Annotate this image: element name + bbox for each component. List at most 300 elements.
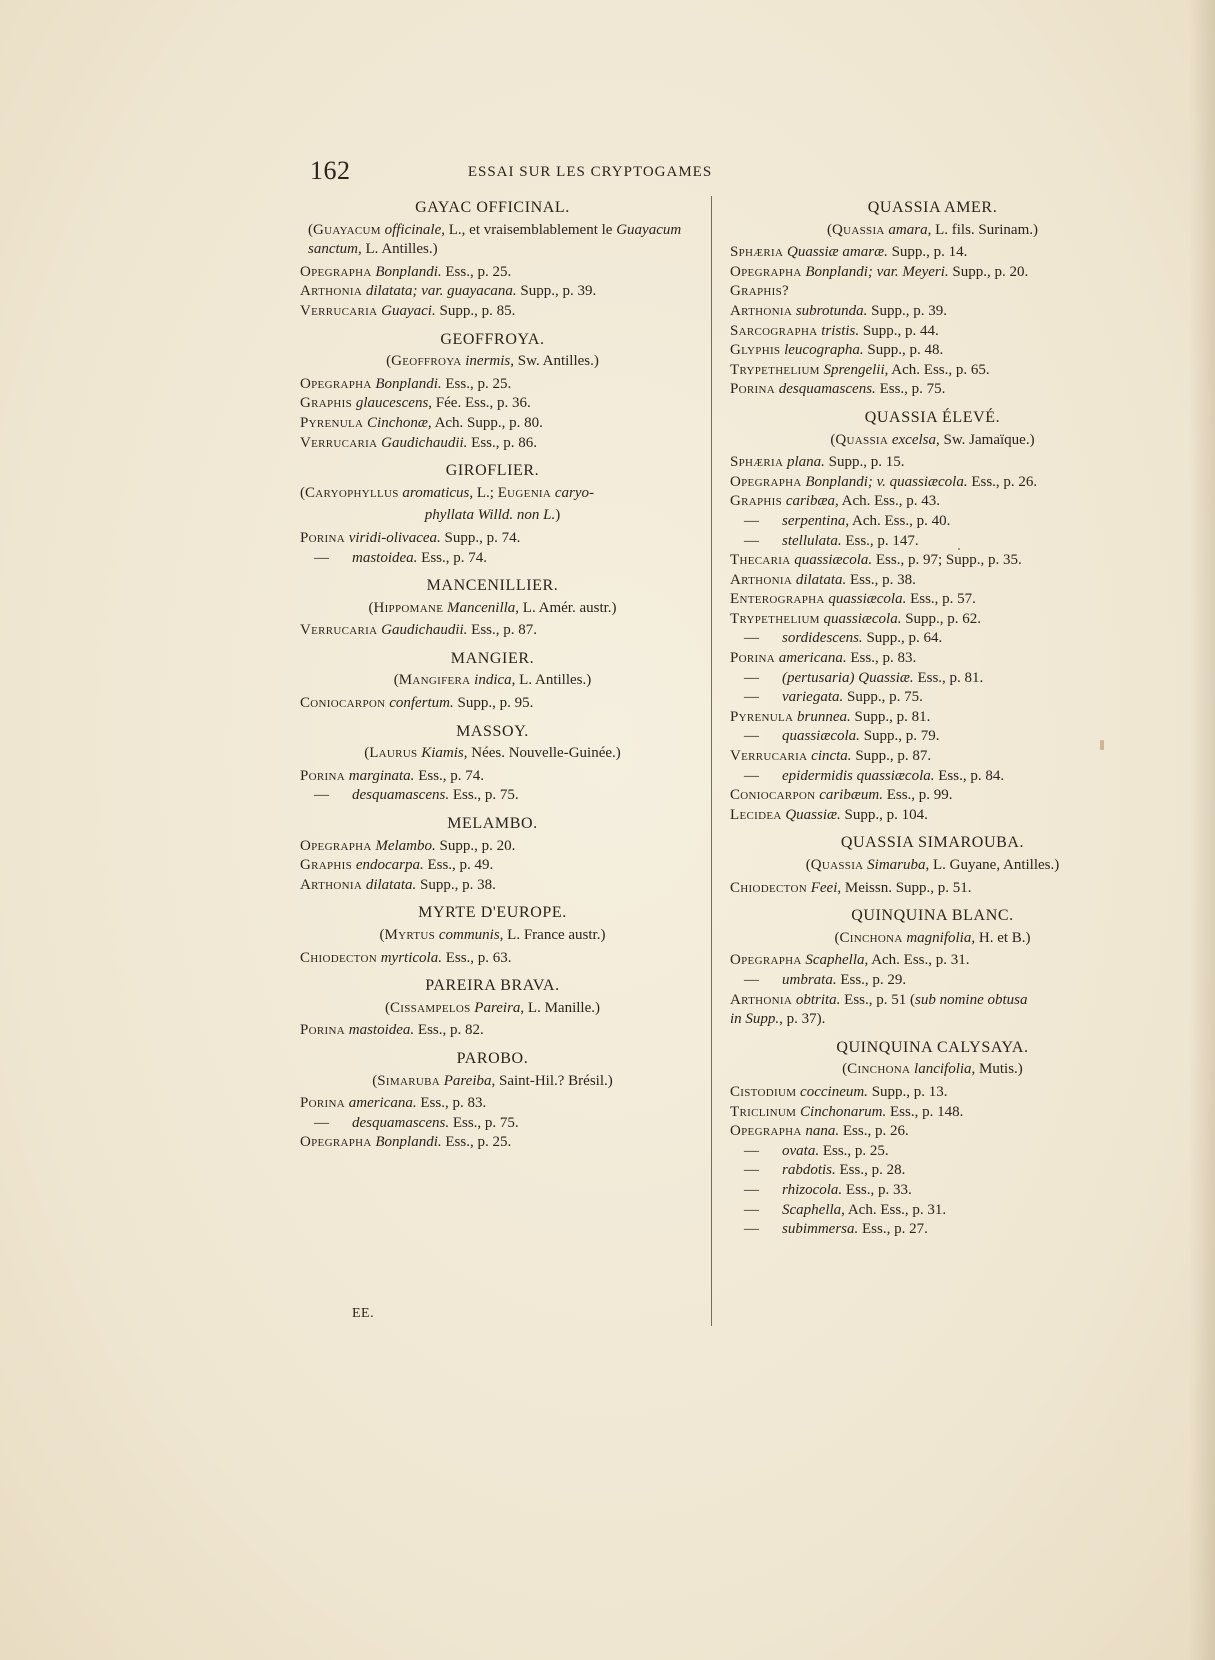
lichen-species: Feei [810, 879, 838, 896]
host-authority: , Sw. Jamaïque.) [935, 431, 1035, 448]
lichen-entry [300, 263, 685, 283]
lichen-entry [730, 669, 1135, 689]
reference: Ess., p. 25. [819, 1142, 889, 1159]
repeat-dash: — [744, 1181, 759, 1198]
reference-note: in Supp. [730, 1011, 780, 1028]
reference: Ess., p. 29. [836, 971, 907, 988]
lichen-genus: Enterographa [730, 591, 825, 608]
lichen-species: caribæa [785, 493, 835, 510]
lichen-genus: Chiodecton [300, 949, 377, 966]
host-genus: Laurus [369, 745, 418, 762]
lichen-species: tristis. [821, 322, 860, 339]
lichen-genus: Sarcographa [730, 322, 818, 339]
section-title: QUINQUINA BLANC. [851, 907, 1014, 925]
lichen-entry [730, 649, 1135, 669]
lichen-species: endocarpa. [355, 857, 424, 874]
section-title: MYRTE D'EUROPE. [418, 904, 567, 922]
lichen-genus: Opegrapha [730, 952, 802, 969]
lichen-genus: Opegrapha [300, 263, 372, 280]
host-plant-line: (Mangifera indica, L. Antilles.) [393, 672, 592, 689]
page-number: 162 [310, 156, 351, 185]
lichen-entry [730, 1142, 1135, 1162]
reference: Ess., p. 83. [846, 650, 917, 667]
lichen-genus: Glyphis [730, 342, 781, 359]
lichen-entry [730, 453, 1135, 473]
lichen-entry [730, 532, 1135, 552]
lichen-species: Bonplandi. [375, 263, 442, 280]
reference: Supp., p. 64. [862, 630, 943, 647]
lichen-species: nana. [805, 1123, 840, 1140]
lichen-species: quassiæcola. [794, 552, 873, 569]
host-genus: Cissampelos [390, 999, 471, 1016]
lichen-species: caribæum. [819, 787, 883, 804]
lichen-species: Quassiæ. [785, 806, 841, 823]
lichen-species: subrotunda. [795, 302, 868, 319]
column-divider [711, 196, 712, 1326]
lichen-entry [300, 529, 685, 549]
lichen-entry [730, 951, 1135, 971]
lichen-entry [300, 282, 685, 302]
repeat-dash: — [744, 512, 759, 529]
lichen-entry-continuation [730, 1010, 1135, 1030]
lichen-species: ovata. [782, 1142, 820, 1159]
section-title: PAREIRA BRAVA. [425, 977, 560, 995]
host-species: magnifolia [906, 929, 972, 946]
lichen-entry [300, 949, 685, 969]
section-title: QUASSIA ÉLEVÉ. [864, 408, 1001, 426]
lichen-entry [300, 549, 685, 569]
repeat-dash: — [744, 689, 759, 706]
lichen-species: mastoidea. [352, 549, 418, 566]
reference: Ess., p. 84. [934, 767, 1005, 784]
reference: Ess., p. 147. [841, 532, 919, 549]
host-authority: , L. Antilles.) [358, 241, 438, 258]
host-authority: , Nées. Nouvelle-Guinée.) [463, 745, 621, 762]
lichen-species: Quassiæ amaræ. [786, 244, 888, 261]
host-authority: , L. Amér. austr.) [515, 599, 617, 616]
lichen-entry [730, 1122, 1135, 1142]
reference: Ess., p. 51 ( [840, 991, 916, 1008]
lichen-genus: Arthonia [300, 283, 363, 300]
lichen-entry [730, 302, 1135, 322]
lichen-genus: Verrucaria [300, 434, 378, 451]
lichen-entry [300, 837, 685, 857]
lichen-species: Bonplandi. [375, 375, 442, 392]
host-species: communis [438, 927, 500, 943]
section-title: MASSOY. [456, 722, 529, 740]
lichen-species: Gaudichaudii. [381, 434, 468, 451]
lichen-entry [300, 621, 685, 641]
lichen-genus: Arthonia [300, 876, 363, 893]
reference: , Meissn. Supp., p. 51. [837, 879, 972, 896]
lichen-species: myrticola. [380, 949, 442, 966]
lichen-species: americana. [348, 1095, 417, 1112]
repeat-dash: — [744, 630, 759, 647]
reference: Ess., p. 25. [441, 263, 512, 280]
lichen-entry [730, 610, 1135, 630]
lichen-genus: Pyrenula [300, 414, 364, 431]
section-title: GAYAC OFFICINAL. [415, 199, 570, 216]
host-plant-line: (Quassia amara, L. fils. Surinam.) [827, 221, 1038, 238]
reference: Ess., p. 38. [846, 571, 916, 588]
reference: Ess., p. 75. [875, 381, 946, 398]
lichen-species: Cinchonæ [367, 414, 428, 431]
lichen-entry [730, 786, 1135, 806]
lichen-genus: Coniocarpon [300, 695, 386, 712]
host-authority: ) [555, 507, 561, 524]
lichen-entry [730, 767, 1135, 787]
reference: Supp., p. 44. [859, 322, 939, 339]
lichen-entry [730, 282, 1135, 302]
host-species: inermis [465, 353, 511, 370]
section-title: QUINQUINA CALYSAYA. [836, 1038, 1029, 1056]
host-genus: Quassia [835, 431, 889, 448]
host-plant-line: (Simaruba Pareiba, Saint-Hil.? Brésil.) [372, 1072, 613, 1089]
host-genus: Hippomane [373, 599, 444, 616]
lichen-species: quassiæcola. [828, 591, 907, 608]
lichen-genus: Lecidea [730, 806, 782, 823]
lichen-entry [730, 629, 1135, 649]
host-plant-line: (Cinchona magnifolia, H. et B.) [834, 929, 1031, 946]
lichen-species: Gaudichaudii. [381, 622, 468, 639]
reference: Supp., p. 20. [435, 837, 516, 854]
lichen-entry [730, 380, 1135, 400]
reference: Supp., p. 48. [863, 342, 944, 359]
lichen-species: Bonplandi. [375, 1134, 442, 1151]
reference: , Ach. Supp., p. 80. [427, 414, 543, 431]
lichen-entry [730, 1161, 1135, 1181]
reference: Ess., p. 83. [416, 1095, 487, 1112]
host-plant-line: (Hippomane Mancenilla, L. Amér. austr.) [368, 599, 617, 616]
lichen-species: Sprengelii [823, 361, 885, 378]
repeat-dash: — [314, 787, 329, 804]
lichen-genus: Thecaria [730, 552, 791, 569]
lichen-genus: Opegrapha [300, 837, 372, 854]
lichen-genus: Arthonia [730, 571, 793, 588]
reference: Supp., p. 95. [453, 695, 534, 712]
lichen-entry [730, 1220, 1135, 1240]
repeat-dash: — [314, 1114, 329, 1131]
lichen-genus: Porina [300, 1095, 345, 1112]
host-genus: Eugenia [497, 484, 552, 501]
lichen-entry [300, 1021, 685, 1041]
lichen-species: umbrata. [782, 971, 837, 988]
reference: Ess., p. 25. [441, 1134, 512, 1151]
lichen-species: cincta. [811, 748, 852, 765]
reference: Supp., p. 14. [887, 244, 968, 261]
lichen-entry [730, 263, 1135, 283]
reference: Ess., p. 74. [414, 767, 485, 784]
reference: Supp., p. 38. [416, 876, 496, 893]
lichen-species: subimmersa. [782, 1221, 859, 1238]
reference: Ess., p. 26. [967, 473, 1038, 490]
reference: Supp., p. 79. [859, 728, 940, 745]
left-column [300, 198, 685, 1153]
lichen-species: americana. [778, 650, 847, 667]
right-column [730, 198, 1135, 1240]
repeat-dash: — [744, 532, 759, 549]
lichen-entry [300, 786, 685, 806]
section-title: GEOFFROYA. [440, 330, 545, 348]
host-authority: , L.; [469, 484, 498, 501]
lichen-genus: Opegrapha [730, 1123, 802, 1140]
host-authority: , L. Antilles.) [511, 672, 592, 689]
lichen-entry [300, 876, 685, 896]
lichen-genus: Trypethelium [730, 361, 820, 378]
reference: Supp., p. 39. [867, 302, 947, 319]
reference: Ess., p. 33. [842, 1181, 912, 1198]
reference: Ess., p. 87. [467, 622, 537, 639]
lichen-entry [300, 1133, 685, 1153]
reference: , Ach. Ess., p. 43. [834, 493, 940, 510]
host-authority: , L., et vraisemblablement le [441, 221, 617, 238]
lichen-genus: Verrucaria [300, 302, 378, 319]
ink-speck [958, 548, 960, 550]
lichen-entry [730, 1181, 1135, 1201]
host-authority: , L. fils. Surinam.) [927, 221, 1038, 238]
host-species: amara [888, 221, 928, 238]
lichen-genus: Porina [730, 650, 775, 667]
reference: Ess., p. 99. [882, 787, 953, 804]
lichen-genus: Sphæria [730, 244, 784, 261]
lichen-genus: Graphis? [730, 283, 790, 300]
reference: Ess., p. 26. [839, 1123, 909, 1140]
lichen-entry [730, 322, 1135, 342]
lichen-genus: Trypethelium [730, 610, 820, 627]
lichen-entry [730, 492, 1135, 512]
lichen-entry [730, 571, 1135, 591]
lichen-entry [730, 243, 1135, 263]
reference: Ess., p. 57. [906, 591, 976, 608]
host-genus: Myrtus [384, 927, 436, 943]
lichen-genus: Pyrenula [730, 708, 794, 725]
lichen-species: rhizocola. [782, 1181, 843, 1198]
lichen-species: dilatata. [795, 571, 847, 588]
lichen-genus: Graphis [300, 395, 353, 412]
reference: , p. 37). [779, 1011, 826, 1028]
lichen-species: desquamascens. [352, 1114, 450, 1131]
lichen-entry [730, 1103, 1135, 1123]
lichen-entry [730, 727, 1135, 747]
host-species: caryo- [554, 484, 595, 501]
lichen-species: epidermidis quassiæcola. [782, 767, 935, 784]
reference: Ess., p. 49. [423, 857, 494, 874]
host-genus: Caryophyllus [305, 484, 399, 501]
reference: Supp., p. 74. [440, 529, 521, 546]
lichen-entry [730, 361, 1135, 381]
lichen-entry [730, 1201, 1135, 1221]
reference: Supp., p. 75. [843, 689, 923, 706]
lichen-entry [730, 708, 1135, 728]
host-authority: , H. et B.) [971, 929, 1031, 946]
lichen-genus: Graphis [300, 857, 353, 874]
reference: Supp., p. 15. [824, 454, 905, 471]
host-genus: Quassia [810, 857, 864, 873]
host-species: officinale [384, 221, 442, 238]
reference: Supp., p. 104. [840, 806, 928, 823]
lichen-entry [730, 991, 1135, 1011]
lichen-species: (pertusaria) Quassiæ. [782, 669, 914, 686]
lichen-genus: Verrucaria [300, 622, 378, 639]
lichen-entry [730, 806, 1135, 826]
host-authority: , Sw. Antilles.) [510, 353, 599, 370]
lichen-species: quassiæcola. [782, 728, 860, 745]
repeat-dash: — [744, 767, 759, 784]
host-plant-line: (Caryophyllus aromaticus, L.; Eugenia caryo- [300, 484, 595, 501]
lichen-species: Cinchonarum. [800, 1103, 887, 1120]
repeat-dash: — [744, 669, 759, 686]
reference: Supp., p. 85. [435, 302, 516, 319]
reference: , Ach. Ess., p. 31. [864, 952, 970, 969]
host-species: Mancenilla [446, 599, 516, 616]
lichen-genus: Opegrapha [730, 263, 802, 280]
reference-note: sub nomine obtusa [915, 991, 1028, 1008]
reference: Supp., p. 62. [901, 610, 982, 627]
lichen-species: Bonplandi; var. Meyeri. [805, 263, 949, 280]
host-species: phyllata Willd. non L. [424, 507, 556, 524]
host-species: lancifolia [914, 1061, 972, 1078]
lichen-species: confertum. [389, 695, 454, 712]
lichen-species: Scaphella [782, 1201, 842, 1218]
lichen-species: dilatata; var. guayacana. [365, 283, 517, 300]
lichen-entry [730, 512, 1135, 532]
host-plant-line: (Geoffroya inermis, Sw. Antilles.) [386, 353, 599, 370]
host-species: excelsa [891, 431, 936, 448]
lichen-entry [730, 590, 1135, 610]
lichen-entry [300, 1114, 685, 1134]
lichen-species: sordidescens. [782, 630, 863, 647]
lichen-entry [300, 856, 685, 876]
lichen-species: Guayaci. [381, 302, 436, 319]
section-title: MELAMBO. [447, 815, 538, 833]
lichen-species: Melambo. [375, 837, 436, 854]
host-genus: Simaruba [377, 1072, 440, 1089]
page-header [310, 156, 870, 188]
lichen-entry [300, 302, 685, 322]
lichen-species: coccineum. [800, 1083, 868, 1100]
lichen-species: serpentina [782, 512, 846, 529]
lichen-genus: Porina [300, 529, 345, 546]
lichen-genus: Porina [300, 767, 345, 784]
lichen-species: Scaphella [805, 952, 865, 969]
host-species: Simaruba [867, 857, 926, 873]
lichen-species: brunnea. [797, 708, 851, 725]
reference: Supp., p. 39. [516, 283, 597, 300]
lichen-species: quassiæcola. [823, 610, 902, 627]
lichen-entry [730, 341, 1135, 361]
host-authority: , L. Manille.) [520, 999, 600, 1016]
reference: , Ach. Ess., p. 31. [841, 1201, 947, 1218]
page-edge-shadow [1189, 0, 1215, 1660]
lichen-genus: Triclinum [730, 1103, 797, 1120]
lichen-genus: Opegrapha [730, 473, 802, 490]
host-genus: Geoffroya [391, 353, 462, 370]
reference: Ess., p. 148. [886, 1103, 964, 1120]
lichen-species: plana. [786, 454, 825, 471]
reference: , Fée. Ess., p. 36. [428, 395, 531, 412]
reference: Ess., p. 27. [858, 1221, 928, 1238]
lichen-genus: Arthonia [730, 302, 793, 319]
lichen-entry [300, 1094, 685, 1114]
reference: , Ach. Ess., p. 65. [884, 361, 990, 378]
lichen-species: leucographa. [784, 342, 864, 359]
lichen-genus: Cistodium [730, 1083, 797, 1100]
reference: , Ach. Ess., p. 40. [845, 512, 951, 529]
repeat-dash: — [314, 549, 329, 566]
reference: Supp., p. 13. [867, 1083, 948, 1100]
lichen-species: desquamascens. [352, 787, 450, 804]
lichen-genus: Porina [730, 381, 775, 398]
section-title: PAROBO. [456, 1049, 529, 1067]
host-species: indica [474, 672, 512, 689]
host-plant-line: (Guayacum officinale, L., et vraisemblablement le Guayacum sanctum, L. Antilles.) [308, 221, 682, 258]
signature-mark: EE. [352, 1306, 375, 1321]
host-authority: , Saint-Hil.? Brésil.) [491, 1072, 613, 1089]
lichen-species: rabdotis. [782, 1162, 836, 1179]
repeat-dash: — [744, 1201, 759, 1218]
lichen-entry [730, 971, 1135, 991]
host-plant-line: (Quassia Simaruba, L. Guyane, Antilles.) [805, 857, 1060, 873]
lichen-species: desquamascens. [778, 381, 876, 398]
lichen-genus: Opegrapha [300, 1134, 372, 1151]
lichen-genus: Verrucaria [730, 748, 808, 765]
lichen-entry [300, 375, 685, 395]
lichen-genus: Porina [300, 1022, 345, 1039]
reference: Ess., p. 25. [441, 375, 512, 392]
repeat-dash: — [744, 1221, 759, 1238]
reference: Ess., p. 82. [414, 1022, 484, 1039]
reference: Ess., p. 28. [835, 1162, 906, 1179]
host-authority: , Mutis.) [971, 1061, 1023, 1078]
reference: Ess., p. 63. [441, 949, 512, 966]
host-genus: Mangifera [398, 672, 471, 689]
reference: Supp., p. 20. [948, 263, 1029, 280]
reference: Ess., p. 75. [449, 1114, 519, 1131]
lichen-species: marginata. [348, 767, 415, 784]
reference: Ess., p. 74. [417, 549, 488, 566]
reference: Ess., p. 81. [913, 669, 984, 686]
lichen-species: dilatata. [365, 876, 417, 893]
repeat-dash: — [744, 728, 759, 745]
reference: Ess., p. 97; Supp., p. 35. [872, 552, 1022, 569]
reference: Supp., p. 81. [850, 708, 931, 725]
reference: Ess., p. 75. [449, 787, 519, 804]
section-title: MANGIER. [450, 649, 535, 667]
repeat-dash: — [744, 971, 759, 988]
lichen-entry [730, 688, 1135, 708]
lichen-species: variegata. [782, 689, 844, 706]
lichen-entry [300, 434, 685, 454]
host-authority: , L. Guyane, Antilles.) [925, 857, 1060, 873]
lichen-species: glaucescens [355, 395, 429, 412]
lichen-entry [730, 473, 1135, 493]
lichen-entry [730, 1083, 1135, 1103]
lichen-species: Bonplandi; v. quassiæcola. [805, 473, 968, 490]
repeat-dash: — [744, 1142, 759, 1159]
host-genus: Cinchona [847, 1061, 911, 1078]
paper-mark [1100, 740, 1104, 750]
lichen-entry [730, 551, 1135, 571]
host-plant-line: (Cissampelos Pareira, L. Manille.) [385, 999, 600, 1016]
lichen-entry [730, 747, 1135, 767]
reference: Supp., p. 87. [851, 748, 932, 765]
lichen-species: obtrita. [795, 991, 841, 1008]
section-title: QUASSIA AMER. [867, 199, 998, 216]
lichen-genus: Coniocarpon [730, 787, 816, 804]
lichen-entry [300, 414, 685, 434]
host-species: Guayacum sanctum [308, 221, 682, 258]
host-authority: , L. France austr.) [499, 927, 606, 943]
